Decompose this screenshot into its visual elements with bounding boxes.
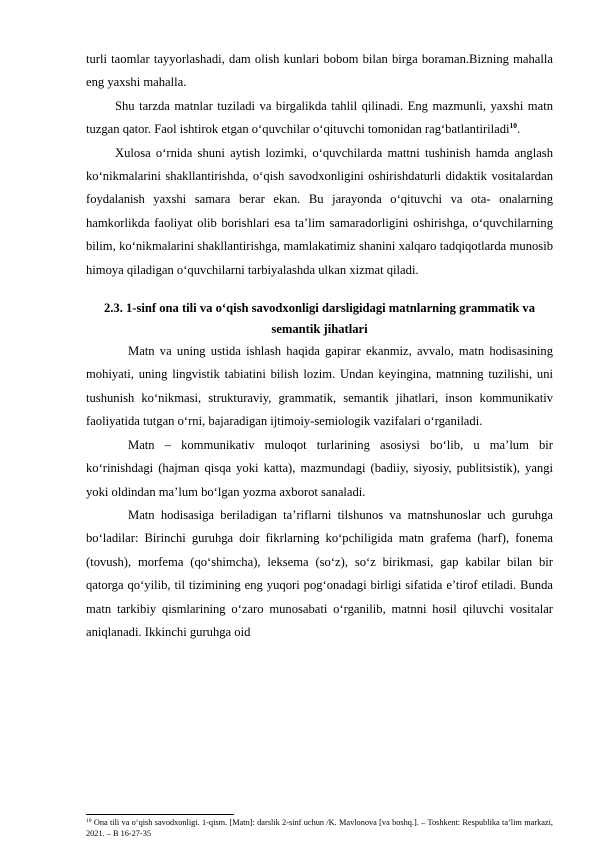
paragraph-text: Shu tarzda matnlar tuziladi va birgalikda tahlil qilinadi. Eng mazmunli, yaxshi matn tuzgan qator. Faol ishtirok etgan o‘quvchilar o‘qituvchi tomonidan rag‘batlantiriladi: [86, 98, 553, 137]
paragraph-conclusion: Xulosa o‘rnida shuni aytish lozimki, o‘quvchilarda mattni tushinish hamda anglash ko‘nikmalarini shakllantirishda, o‘qish savodxonligini oshirishdaturli didaktik vositalardan foydalanish yaxshi samara berar ekan. Bu jarayonda o‘qituvchi va ota- onalarning hamkorlikda faoliyat olib borishlari esa ta’lim samaradorligini oshirishga, o‘quvchilarning bilim, ko‘nikmalarini shakllantirishga, mamlakatimiz shanini xalqaro tadqiqotlarda munosib himoya qiladigan o‘quvchilarni tarbiyalashda ulkan xizmat qiladi.: [86, 145, 553, 277]
paragraph-text-analysis: [86, 95, 553, 142]
paragraph-text-groups: Matn hodisasiga beriladigan ta’riflarni tilshunos va matnshunoslar uch guruhga bo‘ladilar: Birinchi guruhga doir fikrlarning ko‘pchiligida matn grafema (harf), fonema (tovush), morfema (qo‘shimcha), leksema (so‘z), so‘z birikmasi, gap kabilar bilan bir qatorga qo‘yilib, til tizimining eng yuqori pog‘onadagi birligi sifatida e’tirof etiladi. Bunda matn tarkibiy qismlarining o‘zaro munosabati o‘rganilib, matnni hosil qiluvchi vositalar aniqlanadi. Ikkinchi guruhga oid: [86, 507, 553, 639]
footnote-divider: [86, 814, 234, 815]
paragraph-continuation: turli taomlar tayyorlashadi, dam olish kunlari bobom bilan birga boraman.Bizning mahalla eng yaxshi mahalla.: [86, 52, 553, 90]
paragraph-end-punct: .: [517, 122, 521, 137]
footnote-number: 10: [86, 818, 92, 824]
paragraph-text-phenomenon: Matn va uning ustida ishlash haqida gapirar ekanmiz, avvalo, matn hodisasining mohiyati, uning lingvistik tabiatini bilish lozim. Undan keyingina, matnning tuzilishi, uni tushunish ko‘nikmasi, strukturaviy, grammatik, semantik jihatlari, inson kommunikativ faoliyatida tutgan o‘rni, bajaradigan ijtimoiy-semiologik vazifalari o‘rganiladi.: [86, 344, 553, 429]
section-heading: 2.3. 1-sinf ona tili va o‘qish savodxonligi darsligidagi matnlarning grammatik va semantik jihatlari: [103, 301, 536, 337]
footnote: [86, 817, 553, 839]
page-body: [86, 48, 553, 644]
paragraph-text-definition: Matn – kommunikativ muloqot turlarining asosiysi bo‘lib, u ma’lum bir ko‘rinishdagi (hajman qisqa yoki katta), mazmundagi (badiiy, siyosiy, publitsistik), yangi yoki oldindan ma’lum bo‘lgan yozma axborot sanaladi.: [86, 437, 553, 499]
footnote-text: Ona tili va o‘qish savodxonligi. 1-qism. [Matn]: darslik 2-sinf uchun /K. Mavlonova [va boshq.]. – Toshkent: Respublika ta’lim markazi, 2021. – B 16-27-35: [86, 818, 553, 838]
footnote-reference: 10: [509, 121, 518, 131]
